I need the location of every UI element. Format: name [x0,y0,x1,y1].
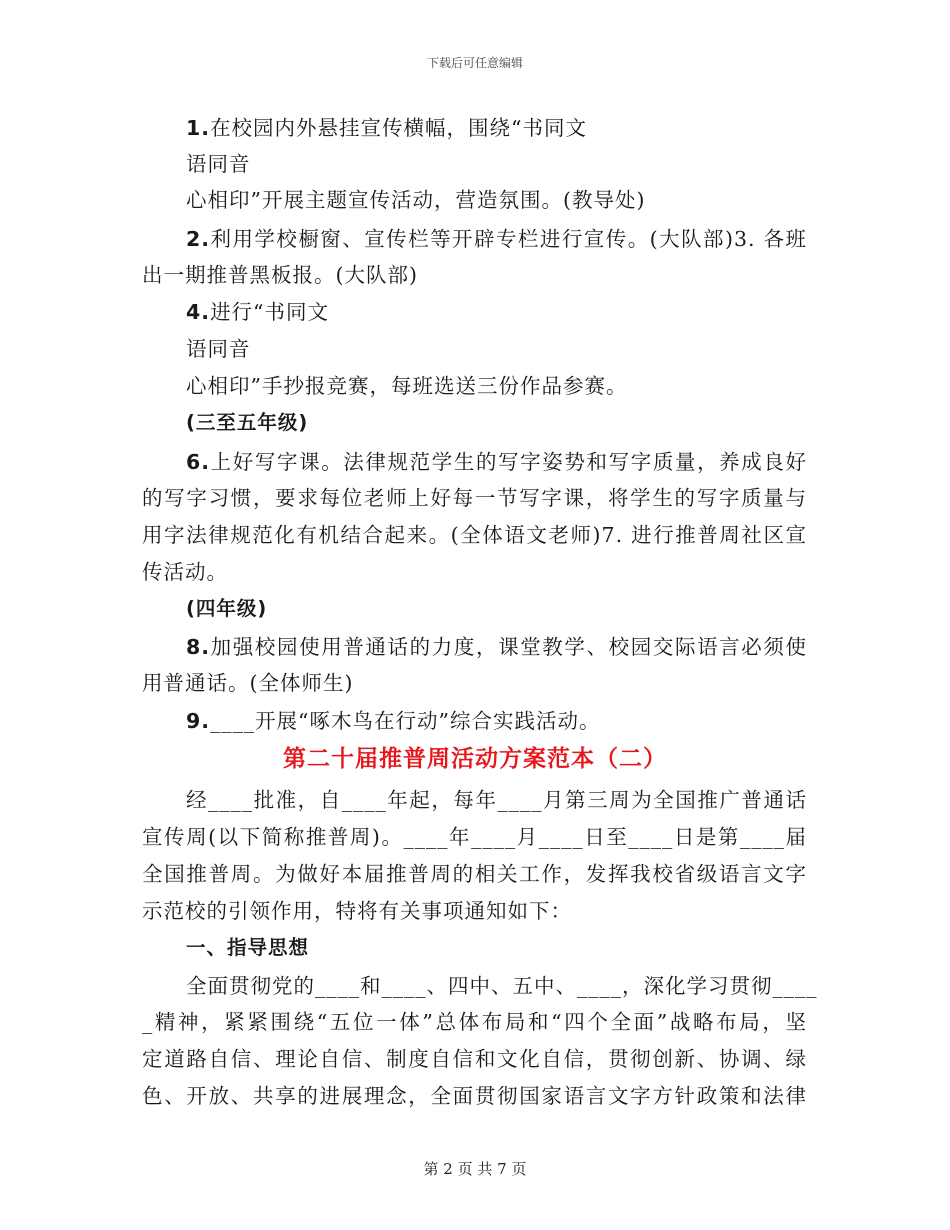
list-item: 2.利用学校橱窗、宣传栏等开辟专栏进行宣传。(大队部)3. 各班 [186,227,807,251]
text-line: 出一期推普黑板报。(大队部) [142,263,418,287]
page-footer: 第 2 页 共 7 页 [423,1160,527,1178]
text-line: 心相印”开展主题宣传活动，营造氛围。(教导处) [186,188,646,212]
list-item: 6.上好写字课。法律规范学生的写字姿势和写字质量，养成良好 [186,450,807,474]
text-line: 经____批准，自____年起，每年____月第三周为全国推广普通话 [186,788,807,812]
text-line: 传活动。 [142,560,228,584]
text-line: _精神，紧紧围绕“五位一体”总体布局和“四个全面”战略布局，坚 [142,1010,807,1034]
list-item: 1.在校园内外悬挂宣传横幅，围绕“书同文 [186,116,588,140]
section-label: (三至五年级) [186,411,309,434]
list-item: 9.____开展“啄木鸟在行动”综合实践活动。 [186,709,601,733]
text-line: 示范校的引领作用，特将有关事项通知如下： [142,899,572,923]
section-label: (四年级) [186,597,268,620]
text-line: 心相印”手抄报竞赛，每班选送三份作品参赛。 [186,374,628,398]
section-heading: 一、指导思想 [186,936,310,959]
list-item: 8.加强校园使用普通话的力度，课堂教学、校园交际语言必须使 [186,635,807,659]
text-line: 全国推普周。为做好本届推普周的相关工作，发挥我校省级语言文字 [142,862,807,886]
text-line: 用普通话。(全体师生) [142,671,354,695]
text-line: 全面贯彻党的____和____、四中、五中、____，深化学习贯彻____ [186,974,818,998]
section-title: 第二十届推普周活动方案范本（二） [283,746,667,772]
text-line: 语同音 [186,152,251,176]
text-line: 语同音 [186,337,251,361]
page-header: 下载后可任意编辑 [426,56,523,70]
text-line: 色、开放、共享的进展理念，全面贯彻国家语言文字方针政策和法律 [142,1084,807,1108]
text-line: 宣传周(以下简称推普周)。____年____月____日至____日是第____届 [142,825,807,849]
text-line: 的写字习惯，要求每位老师上好每一节写字课，将学生的写字质量与 [142,486,807,510]
list-item: 4.进行“书同文 [186,300,330,324]
text-line: 用字法律规范化有机结合起来。(全体语文老师)7. 进行推普周社区宣 [142,523,807,547]
text-line: 定道路自信、理论自信、制度自信和文化自信，贯彻创新、协调、绿 [142,1047,807,1071]
